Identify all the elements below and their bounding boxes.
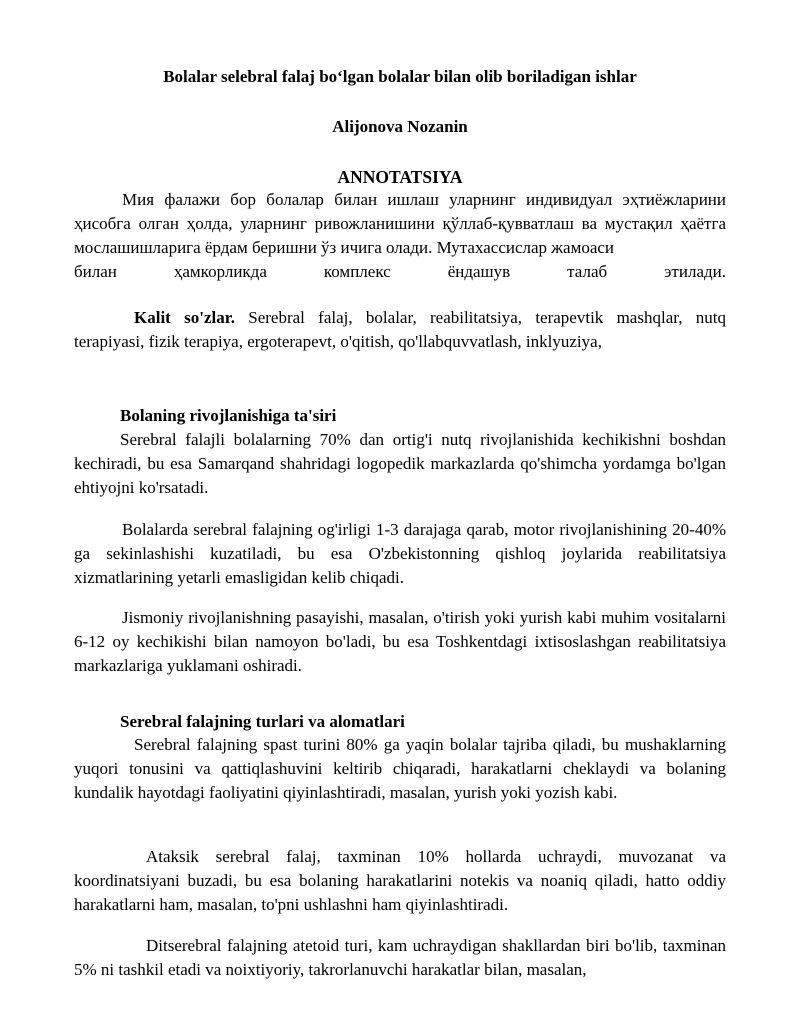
paragraph: Ditserebral falajning atetoid turi, kam uchraydigan shakllardan biri bo'lib, taxminan 5% ni tashkil etadi va noixtiyoriy, takrorlanuvchi harakatlar bilan, masalan, [74,936,726,979]
annotation-text: Мия фалажи бор болалар билан ишлаш уларнинг индивидуал эҳтиёжларини ҳисобга олган ҳолда, уларнинг ривожланишини қўллаб-қувватлаш ва мустақил ҳаётга мослашишларига ёрдам беришни ўз ичига олади. Мутахассислар жамоаси [74,190,726,257]
section-heading-development: Bolaning rivojlanishiga ta'siri [120,406,337,425]
keywords-label: Kalit so'zlar. [134,308,235,327]
paragraph: Serebral falajli bolalarning 70% dan ortig'i nutq rivojlanishida kechikishni boshdan kechiradi, bu esa Samarqand shahridagi logopedik markazlarda qo'shimcha yordamga bo'lgan ehtiyojni ko'rsatadi. [74,430,726,497]
paragraph: Bolalarda serebral falajning og'irligi 1-3 darajaga qarab, motor rivojlanishining 20-40% ga sekinlashishi kuzatiladi, bu esa O'zbekistonning qishloq joylarida reabilitatsiya xizmatlarining yetarli emasligidan kelib chiqadi. [74,520,726,587]
document-title: Bolalar selebral falaj bo‘lgan bolalar bilan olib boriladigan ishlar [163,67,637,86]
author-name: Alijonova Nozanin [332,117,468,136]
annotation-text-last-line: билан ҳамкорликда комплекс ёндашув талаб этилади. [74,262,726,281]
keywords-paragraph [74,306,726,354]
paragraph: Jismoniy rivojlanishning pasayishi, masalan, o'tirish yoki yurish kabi muhim vositalarni 6-12 oy kechikishi bilan namoyon bo'ladi, bu esa Toshkentdagi ixtisoslashgan reabilitatsiya markazlariga yuklamani oshiradi. [74,608,726,675]
annotation-heading: ANNOTATSIYA [337,167,463,187]
section-heading-types: Serebral falajning turlari va alomatlari [120,712,405,731]
paragraph: Ataksik serebral falaj, taxminan 10% hollarda uchraydi, muvozanat va koordinatsiyani buzadi, bu esa bolaning harakatlarini notekis va noaniq qiladi, hatto oddiy harakatlarni ham, masalan, to'pni ushlashni ham qiyinlashtiradi. [74,847,726,914]
paragraph: Serebral falajning spast turini 80% ga yaqin bolalar tajriba qiladi, bu mushaklarning yuqori tonusini va qattiqlashuvini keltirib chiqaradi, harakatlarni cheklaydi va bolaning kundalik hayotdagi faoliyatini qiyinlashtiradi, masalan, yurish yoki yozish kabi. [74,735,726,802]
keywords-list: Serebral falaj, bolalar, reabilitatsiya, terapevtik mashqlar, nutq terapiyasi, fizik terapiya, ergoterapevt, o'qitish, qo'llabquvvatlash, inklyuziya, [74,308,726,351]
